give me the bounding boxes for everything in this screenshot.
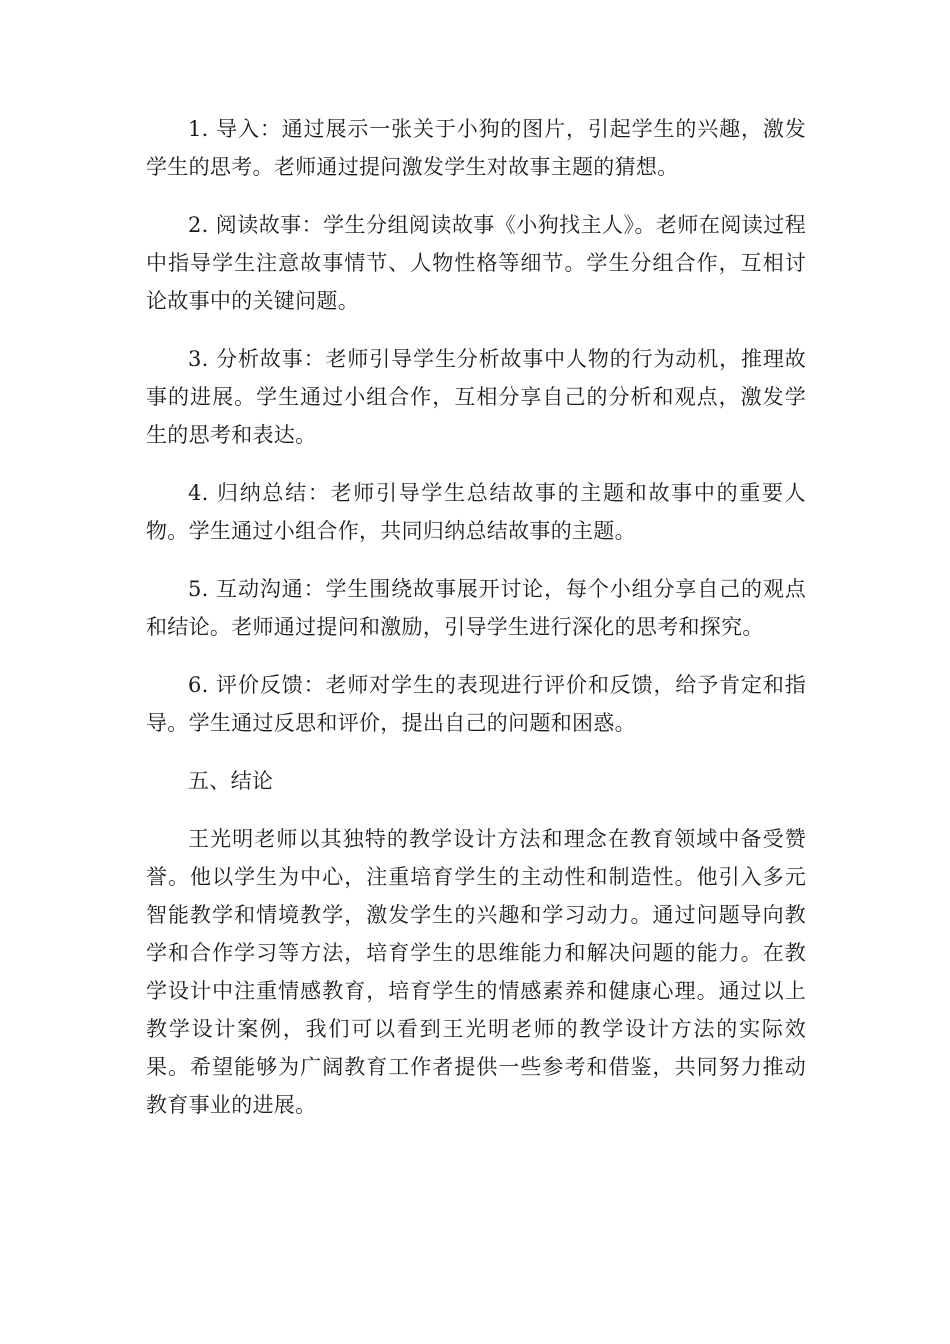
step-5-paragraph: 5. 互动沟通：学生围绕故事展开讨论，每个小组分享自己的观点和结论。老师通过提问和激励，引导学生进行深化的思考和探究。 (146, 577, 806, 639)
section-heading: 五、结论 (188, 769, 274, 793)
step-3-paragraph: 3. 分析故事：老师引导学生分析故事中人物的行为动机，推理故事的进展。学生通过小组合作，互相分享自己的分析和观点，激发学生的思考和表达。 (146, 347, 806, 447)
conclusion-paragraph: 王光明老师以其独特的教学设计方法和理念在教育领域中备受赞誉。他以学生为中心，注重培育学生的主动性和制造性。他引入多元智能教学和情境教学，激发学生的兴趣和学习动力。通过问题导向教学和合作学习等方法，培育学生的思维能力和解决问题的能力。在教学设计中注重情感教育，培育学生的情感素养和健康心理。通过以上教学设计案例，我们可以看到王光明老师的教学设计方法的实际效果。希望能够为广阔教育工作者提供一些参考和借鉴，共同努力推动教育事业的进展。 (146, 827, 806, 1117)
step-1-paragraph: 1. 导入：通过展示一张关于小狗的图片，引起学生的兴趣，激发学生的思考。老师通过提问激发学生对故事主题的猜想。 (146, 117, 806, 179)
step-4-paragraph: 4. 归纳总结：老师引导学生总结故事的主题和故事中的重要人物。学生通过小组合作，共同归纳总结故事的主题。 (146, 481, 806, 543)
step-2-paragraph: 2. 阅读故事：学生分组阅读故事《小狗找主人》。老师在阅读过程中指导学生注意故事情节、人物性格等细节。学生分组合作，互相讨论故事中的关键问题。 (146, 213, 806, 313)
step-6-paragraph: 6. 评价反馈：老师对学生的表现进行评价和反馈，给予肯定和指导。学生通过反思和评价，提出自己的问题和困惑。 (146, 673, 806, 735)
document-page (146, 110, 806, 1144)
